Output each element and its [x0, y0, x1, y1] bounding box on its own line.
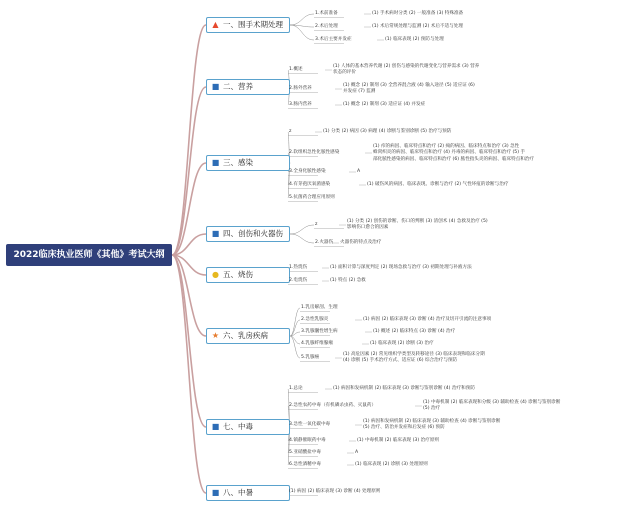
root-branch: [172, 25, 206, 255]
subtopic-label[interactable]: 2.急性乳腺炎: [301, 317, 329, 322]
subtopic-label[interactable]: 2.电烧伤: [289, 278, 308, 283]
root-branch: [172, 255, 206, 493]
flag-icon: ■: [211, 422, 220, 431]
subtopic-label[interactable]: 1.热烧伤: [289, 265, 308, 270]
subtopic-label[interactable]: 2.肠外营养: [289, 86, 312, 91]
detail-text: 火器伤的特点及治疗: [340, 240, 382, 245]
subtopic-label[interactable]: 1.概述: [289, 67, 303, 72]
subtopic-label[interactable]: z: [289, 129, 292, 134]
bulb-icon: ●: [212, 270, 219, 279]
category-label: 七、中毒: [223, 422, 253, 431]
detail-text: (1) 手术病时分类 (2) 一般准备 (3) 特殊准备: [372, 11, 464, 16]
subtopic-label[interactable]: 3.急性一氧化碳中毒: [289, 422, 331, 427]
category-node[interactable]: [206, 17, 290, 33]
detail-text: 状态的评价: [333, 70, 356, 76]
subtopic-label[interactable]: 1.术前准备: [315, 11, 338, 16]
detail-text: (1) 分类 (2) 病因 (3) 病理 (4) 诊断与鉴别诊断 (5) 治疗与预防: [323, 129, 452, 134]
category-node[interactable]: [206, 328, 290, 344]
subtopic-label[interactable]: 5.亚硝酸盐中毒: [289, 450, 321, 455]
category-label: 五、烧伤: [223, 270, 253, 279]
category-label: 三、感染: [223, 158, 253, 167]
detail-text: (1) 面积计算与深度判定 (2) 现场急救与治疗 (3) 初期处理与补液方法: [330, 265, 472, 270]
detail-text: (1) 概述 (2) 临床特点 (3) 诊断 (4) 治疗: [373, 329, 456, 334]
detail-text: (1) 临床表现 (2) 诊断 (3) 治疗: [370, 341, 434, 346]
category-label: 一、围手术期处理: [223, 20, 283, 29]
category-label: 八、中暑: [223, 488, 253, 497]
flag-icon: ■: [211, 229, 220, 238]
detail-text: 蜂窝织炎的病因、临床特点和治疗 (4) 丹毒的病因、临床特点和治疗 (5) 手: [373, 150, 526, 156]
category-label: 六、乳房疾病: [223, 331, 268, 340]
detail-text: 部化脓性感染的病因、临床特点和治疗 (6) 脓性指头炎的病因、临床特点和治疗: [373, 156, 535, 162]
subtopic-label[interactable]: 1.乳房解剖、生理: [301, 305, 338, 310]
subtopic-label[interactable]: 2.术后处理: [315, 24, 338, 29]
star-icon: ★: [211, 331, 220, 340]
flag-icon: ■: [211, 488, 220, 497]
detail-text: (5) 治疗、防治并发症和后发症 (6) 预防: [363, 425, 445, 431]
fire-icon: ▲: [212, 20, 219, 29]
detail-text: (1) 临床表现 (2) 诊断 (3) 处理原则: [355, 462, 428, 467]
detail-text: (4) 诊断 (5) 手术治疗方式、适应证 (6) 综合治疗与预防: [343, 358, 458, 364]
detail-text: 影响伤口愈合的因素: [347, 225, 389, 231]
subtopic-label[interactable]: 3.术后主要并发症: [315, 37, 352, 42]
detail-text: (1) 特点 (2) 急救: [330, 278, 366, 283]
category-node[interactable]: [206, 155, 290, 171]
category-node[interactable]: [206, 226, 290, 242]
subtopic-label[interactable]: 2.火器伤: [315, 240, 334, 245]
category-label: 四、创伤和火器伤: [223, 229, 283, 238]
root-title: 2022临床执业医师《其他》考试大纲: [6, 244, 172, 266]
detail-text: (1) 概念 (2) 制剂 (3) 全营养混合液 (4) 输入途径 (5) 适应证 (6): [343, 82, 475, 88]
category-node[interactable]: [206, 267, 290, 283]
detail-text: (5) 治疗: [423, 406, 441, 412]
subtopic-label[interactable]: 1.总论: [289, 386, 303, 391]
detail-text: (1) 分类 (2) 创伤的诊断、伤口的判断 (3) 清创术 (4) 急救及治疗 (5): [347, 218, 488, 224]
detail-text: (1) 病因 (2) 临床表现 (3) 诊断 (4) 治疗及切开引流的注意事项: [363, 317, 492, 322]
subtopic-label[interactable]: 2.急性农药中毒（有机磷杀虫药、灭鼠药）: [289, 403, 377, 408]
category-node[interactable]: [206, 485, 290, 501]
detail-text: (1) 高危因素 (2) 常见组织学类型及转移途径 (3) 临床表现和临床分期: [343, 351, 485, 357]
detail-text: (1) 病因和发病机制 (2) 临床表现 (3) 辅助检查 (4) 诊断与鉴别诊断: [363, 418, 501, 424]
flag-icon: ■: [211, 82, 220, 91]
detail-text: (1) 概念 (2) 制剂 (3) 适应证 (4) 并发症: [343, 102, 426, 107]
subtopic-label[interactable]: z: [315, 222, 318, 227]
subtopic-label[interactable]: 3.乳腺囊性增生病: [301, 329, 338, 334]
detail-text: (1) 中毒机制 (2) 临床表现和分级 (3) 辅助检查 (4) 诊断与鉴别诊断: [423, 399, 561, 405]
subtopic-label[interactable]: 6.急性酒精中毒: [289, 462, 321, 467]
subtopic-label[interactable]: 3.肠内营养: [289, 102, 312, 107]
subtopic-label[interactable]: 4.有芽孢厌氧菌感染: [289, 182, 331, 187]
subtopic-label[interactable]: 2.软组织急性化脓性感染: [289, 150, 340, 155]
flag-icon: ■: [211, 158, 220, 167]
root-branch: [172, 255, 206, 427]
subtopic-label[interactable]: (1) 病因 (2) 临床表现 (3) 诊断 (4) 处理原则: [289, 489, 381, 494]
detail-text: (1) 破伤风的病因、临床表现、诊断与治疗 (2) 气性坏疽的诊断与治疗: [367, 182, 509, 187]
detail-text: (1) 病因和发病机制 (2) 临床表现 (3) 诊断与鉴别诊断 (4) 治疗和预防: [333, 386, 475, 391]
subtopic-label[interactable]: 4.镇静催眠药中毒: [289, 438, 326, 443]
subtopic-label[interactable]: 3.全身化脓性感染: [289, 169, 326, 174]
detail-text: 并发症 (7) 监测: [343, 89, 376, 95]
category-node[interactable]: [206, 79, 290, 95]
subtopic-label[interactable]: 4.乳腺纤维腺瘤: [301, 341, 333, 346]
detail-text: A: [355, 450, 359, 455]
root-branch: [172, 255, 206, 336]
category-node[interactable]: [206, 419, 290, 435]
detail-text: (1) 中毒机制 (2) 临床表现 (3) 治疗原则: [357, 438, 439, 443]
detail-text: (1) 临床表现 (2) 预防与处理: [385, 37, 444, 42]
detail-text: (1) 术后常规处理与监测 (2) 术后不适与处理: [372, 24, 463, 29]
subtopic-label[interactable]: 5.乳腺癌: [301, 355, 320, 360]
detail-text: A: [357, 169, 361, 174]
root-branch: [172, 87, 206, 255]
detail-text: (1) 疖的病因、临床特点和治疗 (2) 痈的病因、临床特点和治疗 (3) 急性: [373, 143, 520, 149]
detail-text: (1) 人体的基本营养代谢 (2) 创伤与感染的代谢变化与营养需求 (3) 营养: [333, 63, 480, 69]
subtopic-label[interactable]: 5.抗菌药合理应用原则: [289, 195, 335, 200]
category-label: 二、营养: [223, 82, 253, 91]
